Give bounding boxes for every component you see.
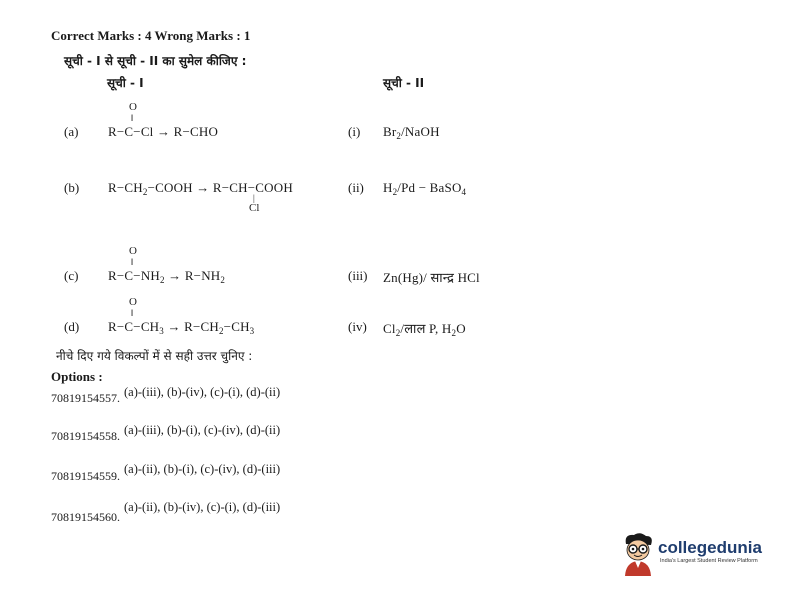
reaction-c: $R-C-NH_2 \to R-NH_2$	[108, 268, 226, 285]
option-id: 70819154557.	[51, 391, 120, 405]
arrow-icon: →	[196, 180, 210, 195]
mascot-icon	[620, 532, 656, 576]
arrow-icon: →	[156, 124, 171, 139]
reaction-b: $R-CH_2-COOH$ → R−CH−COOH	[108, 180, 293, 197]
list1-title: सूची - I	[107, 76, 144, 90]
option-id: 70819154558.	[51, 429, 120, 443]
double-bond-icon: ‖	[131, 113, 134, 123]
reagent-i: $Br_2$/NaOH	[383, 124, 440, 141]
item-label: (b)	[64, 180, 80, 195]
oxygen-atom: O	[129, 296, 137, 308]
option-text: (a)-(iii), (b)-(iv), (c)-(i), (d)-(ii)	[124, 385, 281, 399]
reagent-ii: $H_2/Pd$ − BaSO$_4$	[383, 180, 467, 197]
arrow-icon: →	[168, 268, 182, 283]
double-bond-icon: ‖	[131, 308, 134, 318]
option-text: (a)-(ii), (b)-(iv), (c)-(i), (d)-(iii)	[124, 500, 281, 514]
option-text: (a)-(iii), (b)-(i), (c)-(iv), (d)-(ii)	[124, 423, 281, 437]
collegedunia-logo	[620, 532, 770, 582]
arrow-icon: →	[167, 319, 181, 334]
marks-header: Correct Marks : 4 Wrong Marks : 1	[51, 28, 251, 43]
list2-label-ii: (ii)	[348, 180, 364, 195]
list2-title: सूची - II	[383, 76, 425, 90]
chlorine-branch: Cl	[249, 202, 260, 214]
reaction-a: R−C−Cl → R−CHO	[108, 124, 219, 139]
reagent-iv: $Cl_2/लाल$ P, $H_2O$	[383, 321, 466, 338]
reaction-d: $R-C-CH_3 \to R-CH_2-CH_3$	[108, 319, 255, 336]
oxygen-atom: O	[129, 101, 137, 113]
options-title: Options :	[51, 369, 103, 384]
option-id: 70819154559.	[51, 469, 120, 483]
list2-label-iii: (iii)	[348, 268, 368, 283]
option-text: (a)-(ii), (b)-(i), (c)-(iv), (d)-(iii)	[124, 462, 281, 476]
single-bond-icon: |	[253, 193, 255, 203]
item-label: (c)	[64, 268, 79, 283]
list2-label-i: (i)	[348, 124, 361, 139]
item-label: (a)	[64, 124, 79, 139]
option-id: 70819154560.	[51, 510, 120, 524]
question-instruction: सूची - I से सूची - II का सुमेल कीजिए :	[64, 54, 247, 68]
double-bond-icon: ‖	[131, 257, 134, 267]
oxygen-atom: O	[129, 245, 137, 257]
item-label: (d)	[64, 319, 80, 334]
logo-tagline: India's Largest Student Review Platform	[660, 558, 758, 564]
logo-name: collegedunia	[658, 538, 762, 557]
choose-prompt: नीचे दिए गये विकल्पों में से सही उत्तर चुनिए :	[56, 349, 253, 363]
list2-label-iv: (iv)	[348, 319, 367, 334]
reagent-iii: Zn(Hg)/ सान्द्र HCl	[383, 270, 480, 285]
